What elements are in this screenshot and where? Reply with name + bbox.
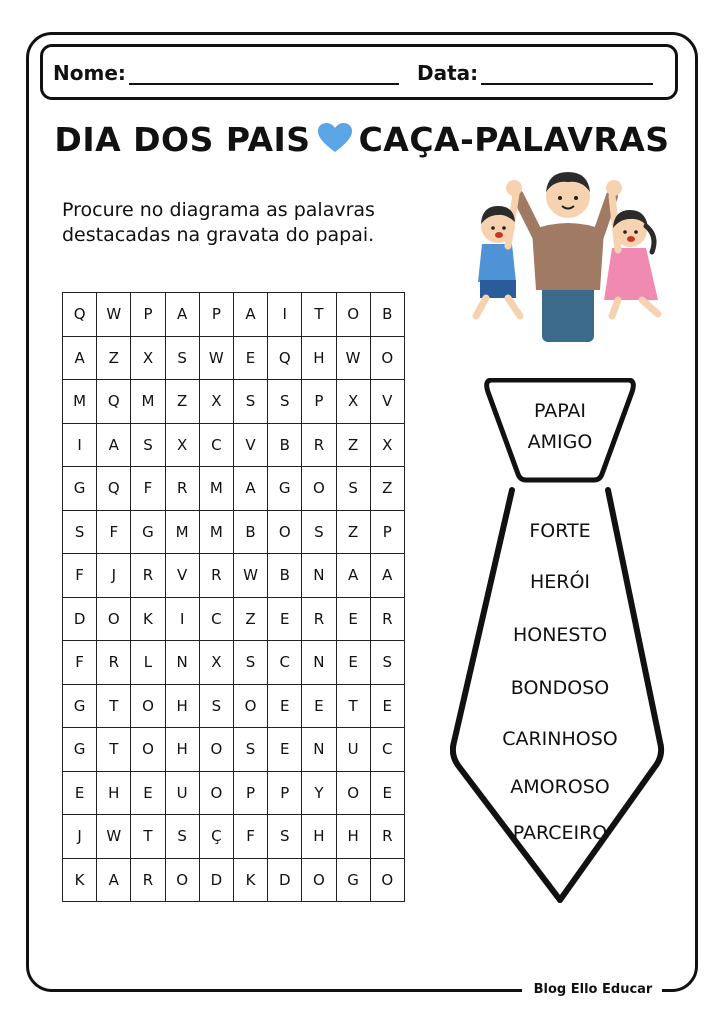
grid-cell[interactable]: E bbox=[233, 336, 267, 380]
grid-cell[interactable]: S bbox=[199, 684, 233, 728]
grid-cell[interactable]: F bbox=[63, 554, 97, 598]
grid-cell[interactable]: X bbox=[199, 641, 233, 685]
grid-cell[interactable]: H bbox=[336, 815, 370, 859]
grid-cell[interactable]: F bbox=[97, 510, 131, 554]
grid-cell[interactable]: F bbox=[233, 815, 267, 859]
grid-cell[interactable]: X bbox=[370, 423, 404, 467]
grid-cell[interactable]: E bbox=[302, 684, 336, 728]
tie-word-1: FORTE bbox=[529, 520, 591, 542]
grid-cell[interactable]: P bbox=[233, 771, 267, 815]
grid-cell[interactable]: Q bbox=[268, 336, 302, 380]
grid-cell[interactable]: T bbox=[336, 684, 370, 728]
grid-cell[interactable]: I bbox=[63, 423, 97, 467]
grid-cell[interactable]: R bbox=[165, 467, 199, 511]
grid-cell[interactable]: W bbox=[97, 815, 131, 859]
grid-cell[interactable]: P bbox=[131, 293, 165, 337]
grid-cell[interactable]: S bbox=[268, 380, 302, 424]
grid-cell[interactable]: L bbox=[131, 641, 165, 685]
family-illustration bbox=[462, 166, 672, 350]
grid-cell[interactable]: A bbox=[97, 423, 131, 467]
grid-cell[interactable]: O bbox=[336, 771, 370, 815]
grid-cell[interactable]: S bbox=[63, 510, 97, 554]
grid-cell[interactable]: V bbox=[233, 423, 267, 467]
grid-cell[interactable]: A bbox=[370, 554, 404, 598]
grid-cell[interactable]: K bbox=[131, 597, 165, 641]
grid-cell[interactable]: R bbox=[302, 423, 336, 467]
name-line[interactable] bbox=[129, 83, 399, 85]
grid-cell[interactable]: G bbox=[268, 467, 302, 511]
grid-cell[interactable]: E bbox=[336, 597, 370, 641]
grid-cell[interactable]: Z bbox=[336, 423, 370, 467]
grid-cell[interactable]: A bbox=[165, 293, 199, 337]
grid-row bbox=[63, 467, 405, 511]
grid-cell[interactable]: N bbox=[302, 641, 336, 685]
grid-cell[interactable]: E bbox=[268, 728, 302, 772]
grid-row bbox=[63, 597, 405, 641]
grid-cell[interactable]: J bbox=[63, 815, 97, 859]
grid-cell[interactable]: H bbox=[165, 684, 199, 728]
grid-cell[interactable]: O bbox=[97, 597, 131, 641]
grid-cell[interactable]: H bbox=[302, 815, 336, 859]
grid-cell[interactable]: O bbox=[131, 684, 165, 728]
grid-cell[interactable]: S bbox=[165, 336, 199, 380]
grid-cell[interactable]: A bbox=[233, 293, 267, 337]
grid-cell[interactable]: D bbox=[199, 858, 233, 902]
grid-cell[interactable]: M bbox=[165, 510, 199, 554]
girl-dress bbox=[604, 248, 658, 300]
grid-row bbox=[63, 510, 405, 554]
grid-cell[interactable]: B bbox=[233, 510, 267, 554]
grid-cell[interactable]: S bbox=[302, 510, 336, 554]
grid-cell[interactable]: F bbox=[131, 467, 165, 511]
grid-cell[interactable]: O bbox=[165, 858, 199, 902]
grid-cell[interactable]: Q bbox=[63, 293, 97, 337]
grid-cell[interactable]: D bbox=[63, 597, 97, 641]
grid-cell[interactable]: B bbox=[268, 554, 302, 598]
header-box bbox=[40, 44, 678, 100]
grid-cell[interactable]: R bbox=[199, 554, 233, 598]
grid-cell[interactable]: Q bbox=[97, 380, 131, 424]
grid-cell[interactable]: S bbox=[165, 815, 199, 859]
grid-cell[interactable]: S bbox=[233, 728, 267, 772]
grid-cell[interactable]: M bbox=[199, 467, 233, 511]
grid-cell[interactable]: Z bbox=[165, 380, 199, 424]
grid-cell[interactable]: S bbox=[233, 380, 267, 424]
tie-knot-word-2: AMIGO bbox=[527, 431, 593, 453]
grid-cell[interactable]: W bbox=[233, 554, 267, 598]
grid-row bbox=[63, 554, 405, 598]
grid-cell[interactable]: V bbox=[165, 554, 199, 598]
grid-cell[interactable]: P bbox=[370, 510, 404, 554]
grid-cell[interactable]: T bbox=[97, 728, 131, 772]
tie-word-5: CARINHOSO bbox=[502, 728, 618, 750]
grid-cell[interactable]: A bbox=[336, 554, 370, 598]
grid-cell[interactable]: G bbox=[131, 510, 165, 554]
page-title bbox=[0, 120, 724, 162]
grid-cell[interactable]: C bbox=[370, 728, 404, 772]
grid-cell[interactable]: G bbox=[63, 684, 97, 728]
grid-cell[interactable]: G bbox=[336, 858, 370, 902]
grid-cell[interactable]: D bbox=[268, 858, 302, 902]
footer-credit: Blog Ello Educar bbox=[533, 982, 653, 997]
grid-row bbox=[63, 423, 405, 467]
grid-cell[interactable]: N bbox=[165, 641, 199, 685]
tie-word-2: HERÓI bbox=[529, 571, 591, 593]
grid-cell[interactable]: G bbox=[63, 728, 97, 772]
grid-cell[interactable]: Y bbox=[302, 771, 336, 815]
grid-cell[interactable]: F bbox=[63, 641, 97, 685]
grid-cell[interactable]: V bbox=[370, 380, 404, 424]
grid-cell[interactable]: P bbox=[302, 380, 336, 424]
grid-cell[interactable]: Z bbox=[370, 467, 404, 511]
instructions-line-1: Procure no diagrama as palavras bbox=[62, 199, 375, 221]
grid-cell[interactable]: E bbox=[131, 771, 165, 815]
grid-row bbox=[63, 771, 405, 815]
grid-cell[interactable]: O bbox=[302, 858, 336, 902]
title-right: CAÇA-PALAVRAS bbox=[358, 120, 670, 159]
grid-cell[interactable]: I bbox=[165, 597, 199, 641]
grid-cell[interactable]: O bbox=[336, 293, 370, 337]
grid-cell[interactable]: O bbox=[199, 771, 233, 815]
grid-cell[interactable]: H bbox=[165, 728, 199, 772]
instructions bbox=[62, 198, 422, 248]
tie-word-7: PARCEIRO bbox=[512, 822, 608, 844]
grid-cell[interactable]: X bbox=[199, 380, 233, 424]
grid-row bbox=[63, 858, 405, 902]
grid-cell[interactable]: R bbox=[370, 597, 404, 641]
grid-row bbox=[63, 728, 405, 772]
grid-cell[interactable]: R bbox=[302, 597, 336, 641]
grid-cell[interactable]: R bbox=[131, 554, 165, 598]
grid-cell[interactable]: X bbox=[131, 336, 165, 380]
grid-cell[interactable]: G bbox=[63, 467, 97, 511]
grid-cell[interactable]: R bbox=[97, 641, 131, 685]
grid-row bbox=[63, 293, 405, 337]
grid-row bbox=[63, 684, 405, 728]
grid-cell[interactable]: Q bbox=[97, 467, 131, 511]
grid-cell[interactable]: R bbox=[370, 815, 404, 859]
grid-cell[interactable]: O bbox=[370, 336, 404, 380]
grid-cell[interactable]: C bbox=[199, 597, 233, 641]
grid-cell[interactable]: X bbox=[336, 380, 370, 424]
grid-cell[interactable]: U bbox=[165, 771, 199, 815]
grid-cell[interactable]: W bbox=[199, 336, 233, 380]
grid-cell[interactable]: M bbox=[63, 380, 97, 424]
grid-cell[interactable]: S bbox=[336, 467, 370, 511]
date-line[interactable] bbox=[481, 83, 653, 85]
grid-cell[interactable]: O bbox=[131, 728, 165, 772]
grid-cell[interactable]: E bbox=[268, 684, 302, 728]
grid-cell[interactable]: E bbox=[336, 641, 370, 685]
grid-cell[interactable]: E bbox=[370, 684, 404, 728]
grid-cell[interactable]: M bbox=[131, 380, 165, 424]
grid-cell[interactable]: P bbox=[199, 293, 233, 337]
grid-cell[interactable]: A bbox=[233, 467, 267, 511]
grid-cell[interactable]: Z bbox=[97, 336, 131, 380]
tie-word-4: BONDOSO bbox=[510, 677, 610, 699]
grid-cell[interactable]: J bbox=[97, 554, 131, 598]
grid-cell[interactable]: H bbox=[302, 336, 336, 380]
grid-cell[interactable]: K bbox=[233, 858, 267, 902]
tie-word-3: HONESTO bbox=[512, 624, 608, 646]
grid-cell[interactable]: Z bbox=[233, 597, 267, 641]
word-search-grid bbox=[62, 292, 405, 902]
grid-row bbox=[63, 815, 405, 859]
grid-cell[interactable]: K bbox=[63, 858, 97, 902]
grid-cell[interactable]: S bbox=[131, 423, 165, 467]
grid-cell[interactable]: O bbox=[370, 858, 404, 902]
grid-cell[interactable]: H bbox=[97, 771, 131, 815]
tie-knot-word-1: PAPAI bbox=[533, 400, 587, 422]
grid-cell[interactable]: A bbox=[97, 858, 131, 902]
grid-row bbox=[63, 380, 405, 424]
grid-cell[interactable]: T bbox=[97, 684, 131, 728]
boy-body bbox=[478, 244, 516, 282]
grid-cell[interactable]: Ç bbox=[199, 815, 233, 859]
grid-cell[interactable]: I bbox=[268, 293, 302, 337]
grid-cell[interactable]: O bbox=[233, 684, 267, 728]
grid-cell[interactable]: S bbox=[370, 641, 404, 685]
grid-cell[interactable]: O bbox=[302, 467, 336, 511]
grid-cell[interactable]: E bbox=[63, 771, 97, 815]
title-left: DIA DOS PAIS bbox=[54, 120, 311, 159]
grid-cell[interactable]: A bbox=[63, 336, 97, 380]
grid-cell[interactable]: B bbox=[268, 423, 302, 467]
grid-cell[interactable]: N bbox=[302, 554, 336, 598]
grid-cell[interactable]: E bbox=[268, 597, 302, 641]
grid-cell[interactable]: O bbox=[199, 728, 233, 772]
name-label: Nome: bbox=[53, 61, 126, 85]
grid-cell[interactable]: X bbox=[165, 423, 199, 467]
grid-cell[interactable]: R bbox=[131, 858, 165, 902]
dad-legs bbox=[542, 284, 594, 342]
grid-cell[interactable]: W bbox=[336, 336, 370, 380]
tie-word-6: AMOROSO bbox=[510, 776, 610, 798]
grid-cell[interactable]: N bbox=[302, 728, 336, 772]
heart-icon bbox=[317, 122, 353, 162]
grid-cell[interactable]: P bbox=[268, 771, 302, 815]
grid-row bbox=[63, 336, 405, 380]
grid-cell[interactable]: M bbox=[199, 510, 233, 554]
grid-cell[interactable]: Z bbox=[336, 510, 370, 554]
grid-cell[interactable]: O bbox=[268, 510, 302, 554]
grid-cell[interactable]: W bbox=[97, 293, 131, 337]
grid-cell[interactable]: T bbox=[302, 293, 336, 337]
grid-cell[interactable]: C bbox=[199, 423, 233, 467]
grid-cell[interactable]: S bbox=[233, 641, 267, 685]
grid-cell[interactable]: B bbox=[370, 293, 404, 337]
grid-cell[interactable]: U bbox=[336, 728, 370, 772]
grid-cell[interactable]: S bbox=[268, 815, 302, 859]
date-label: Data: bbox=[417, 61, 479, 85]
grid-cell[interactable]: C bbox=[268, 641, 302, 685]
dad-arm-left bbox=[518, 196, 538, 236]
grid-cell[interactable]: T bbox=[131, 815, 165, 859]
grid-row bbox=[63, 641, 405, 685]
grid-cell[interactable]: E bbox=[370, 771, 404, 815]
instructions-line-2: destacadas na gravata do papai. bbox=[62, 224, 375, 246]
tie-knot bbox=[487, 380, 634, 480]
